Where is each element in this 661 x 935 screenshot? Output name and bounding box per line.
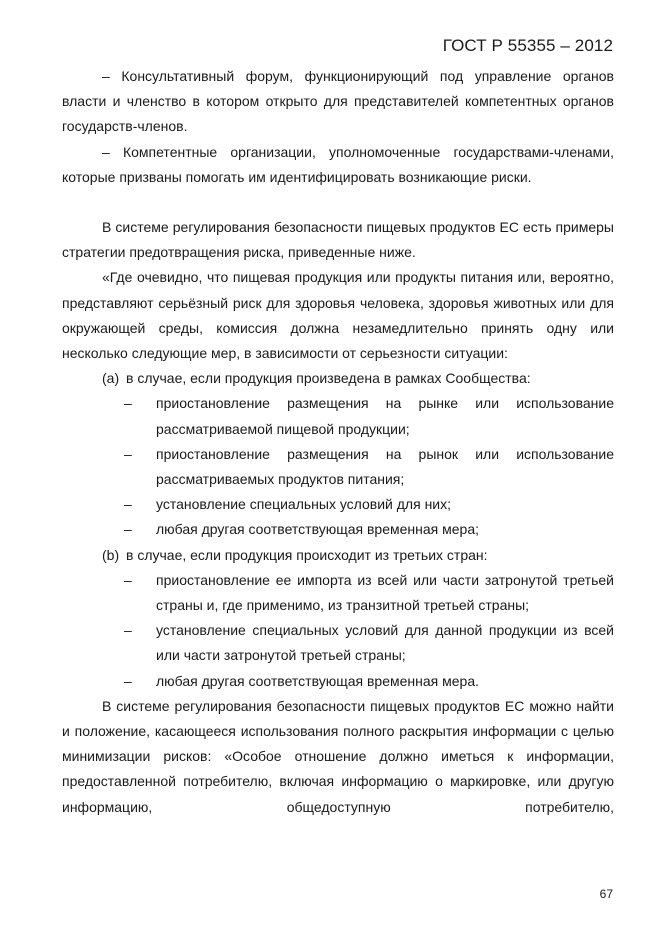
dash-marker: – <box>124 395 132 412</box>
bullet-item <box>62 669 614 694</box>
list-item-b <box>62 543 614 568</box>
bullet-item <box>62 442 614 492</box>
bullet-text: установление специальных условий для них; <box>156 496 452 513</box>
bullet-item <box>62 517 614 542</box>
bullet-item <box>62 391 614 441</box>
dash-marker: – <box>124 672 132 689</box>
bullet-text: приостановление ее импорта из всей или части затронутой третьей страны и, где применимо, из транзитной третьей страны; <box>156 571 614 614</box>
bullet-item <box>62 618 614 668</box>
dash-marker: – <box>124 571 132 588</box>
dash-marker: – <box>124 496 132 513</box>
document-body <box>62 64 614 820</box>
bullet-item <box>62 492 614 517</box>
paragraph-quote-commission: «Где очевидно, что пищевая продукция или продукты питания или, вероятно, представляют серьёзный риск для здоровья человека, здоровья животных или для окружающей среды, комиссия должна незамедлительно принять одну или несколько следующие мер, в зависимости от серьезности ситуации: <box>62 269 614 362</box>
paragraph-consultative-forum: – Консультативный форум, функционирующий под управление органов власти и членство в котором открыто для представителей компетентных органов государств-членов. <box>62 68 614 135</box>
list-marker-b: (b) <box>102 546 120 563</box>
list-marker-a: (a) <box>102 370 120 387</box>
bullet-text: любая другая соответствующая временная мера. <box>156 672 479 689</box>
paragraph-information-disclosure: В системе регулирования безопасности пищевых продуктов ЕС можно найти и положение, касающееся использования полного раскрытия информации с целью минимизации рисков: «Особое отношение должно иметься к информации, предоставленной потребителю, включая информацию о маркировке, или другую информацию, общедоступную потребителю, <box>62 697 614 815</box>
bullet-text: любая другая соответствующая временная мера; <box>156 521 479 538</box>
list-item-a <box>62 366 614 391</box>
paragraph-risk-prevention-intro: В системе регулирования безопасности пищевых продуктов ЕС есть примеры стратегии предотвращения риска, приведенные ниже. <box>62 219 614 261</box>
list-text-a: в случае, если продукция произведена в рамках Сообщества: <box>126 370 531 387</box>
dash-marker: – <box>124 521 132 538</box>
paragraph-gap <box>62 190 614 215</box>
bullet-item <box>62 568 614 618</box>
bullet-text: установление специальных условий для данной продукции из всей или части затронутой третьей страны; <box>156 622 614 664</box>
paragraph-competent-organizations: – Компетентные организации, уполномоченные государствами-членами, которые призваны помогать им идентифицировать возникающие риски. <box>62 143 614 185</box>
standard-header: ГОСТ Р 55355 – 2012 <box>442 36 613 55</box>
bullet-text: приостановление размещения на рынке или использование рассматриваемой пищевой продукции; <box>156 395 614 437</box>
dash-marker: – <box>124 622 132 639</box>
page-number: 67 <box>599 887 613 901</box>
bullet-text: приостановление размещения на рынок или использование рассматриваемых продуктов питания; <box>156 445 614 488</box>
dash-marker: – <box>124 445 132 462</box>
list-text-b: в случае, если продукция происходит из третьих стран: <box>126 546 488 563</box>
